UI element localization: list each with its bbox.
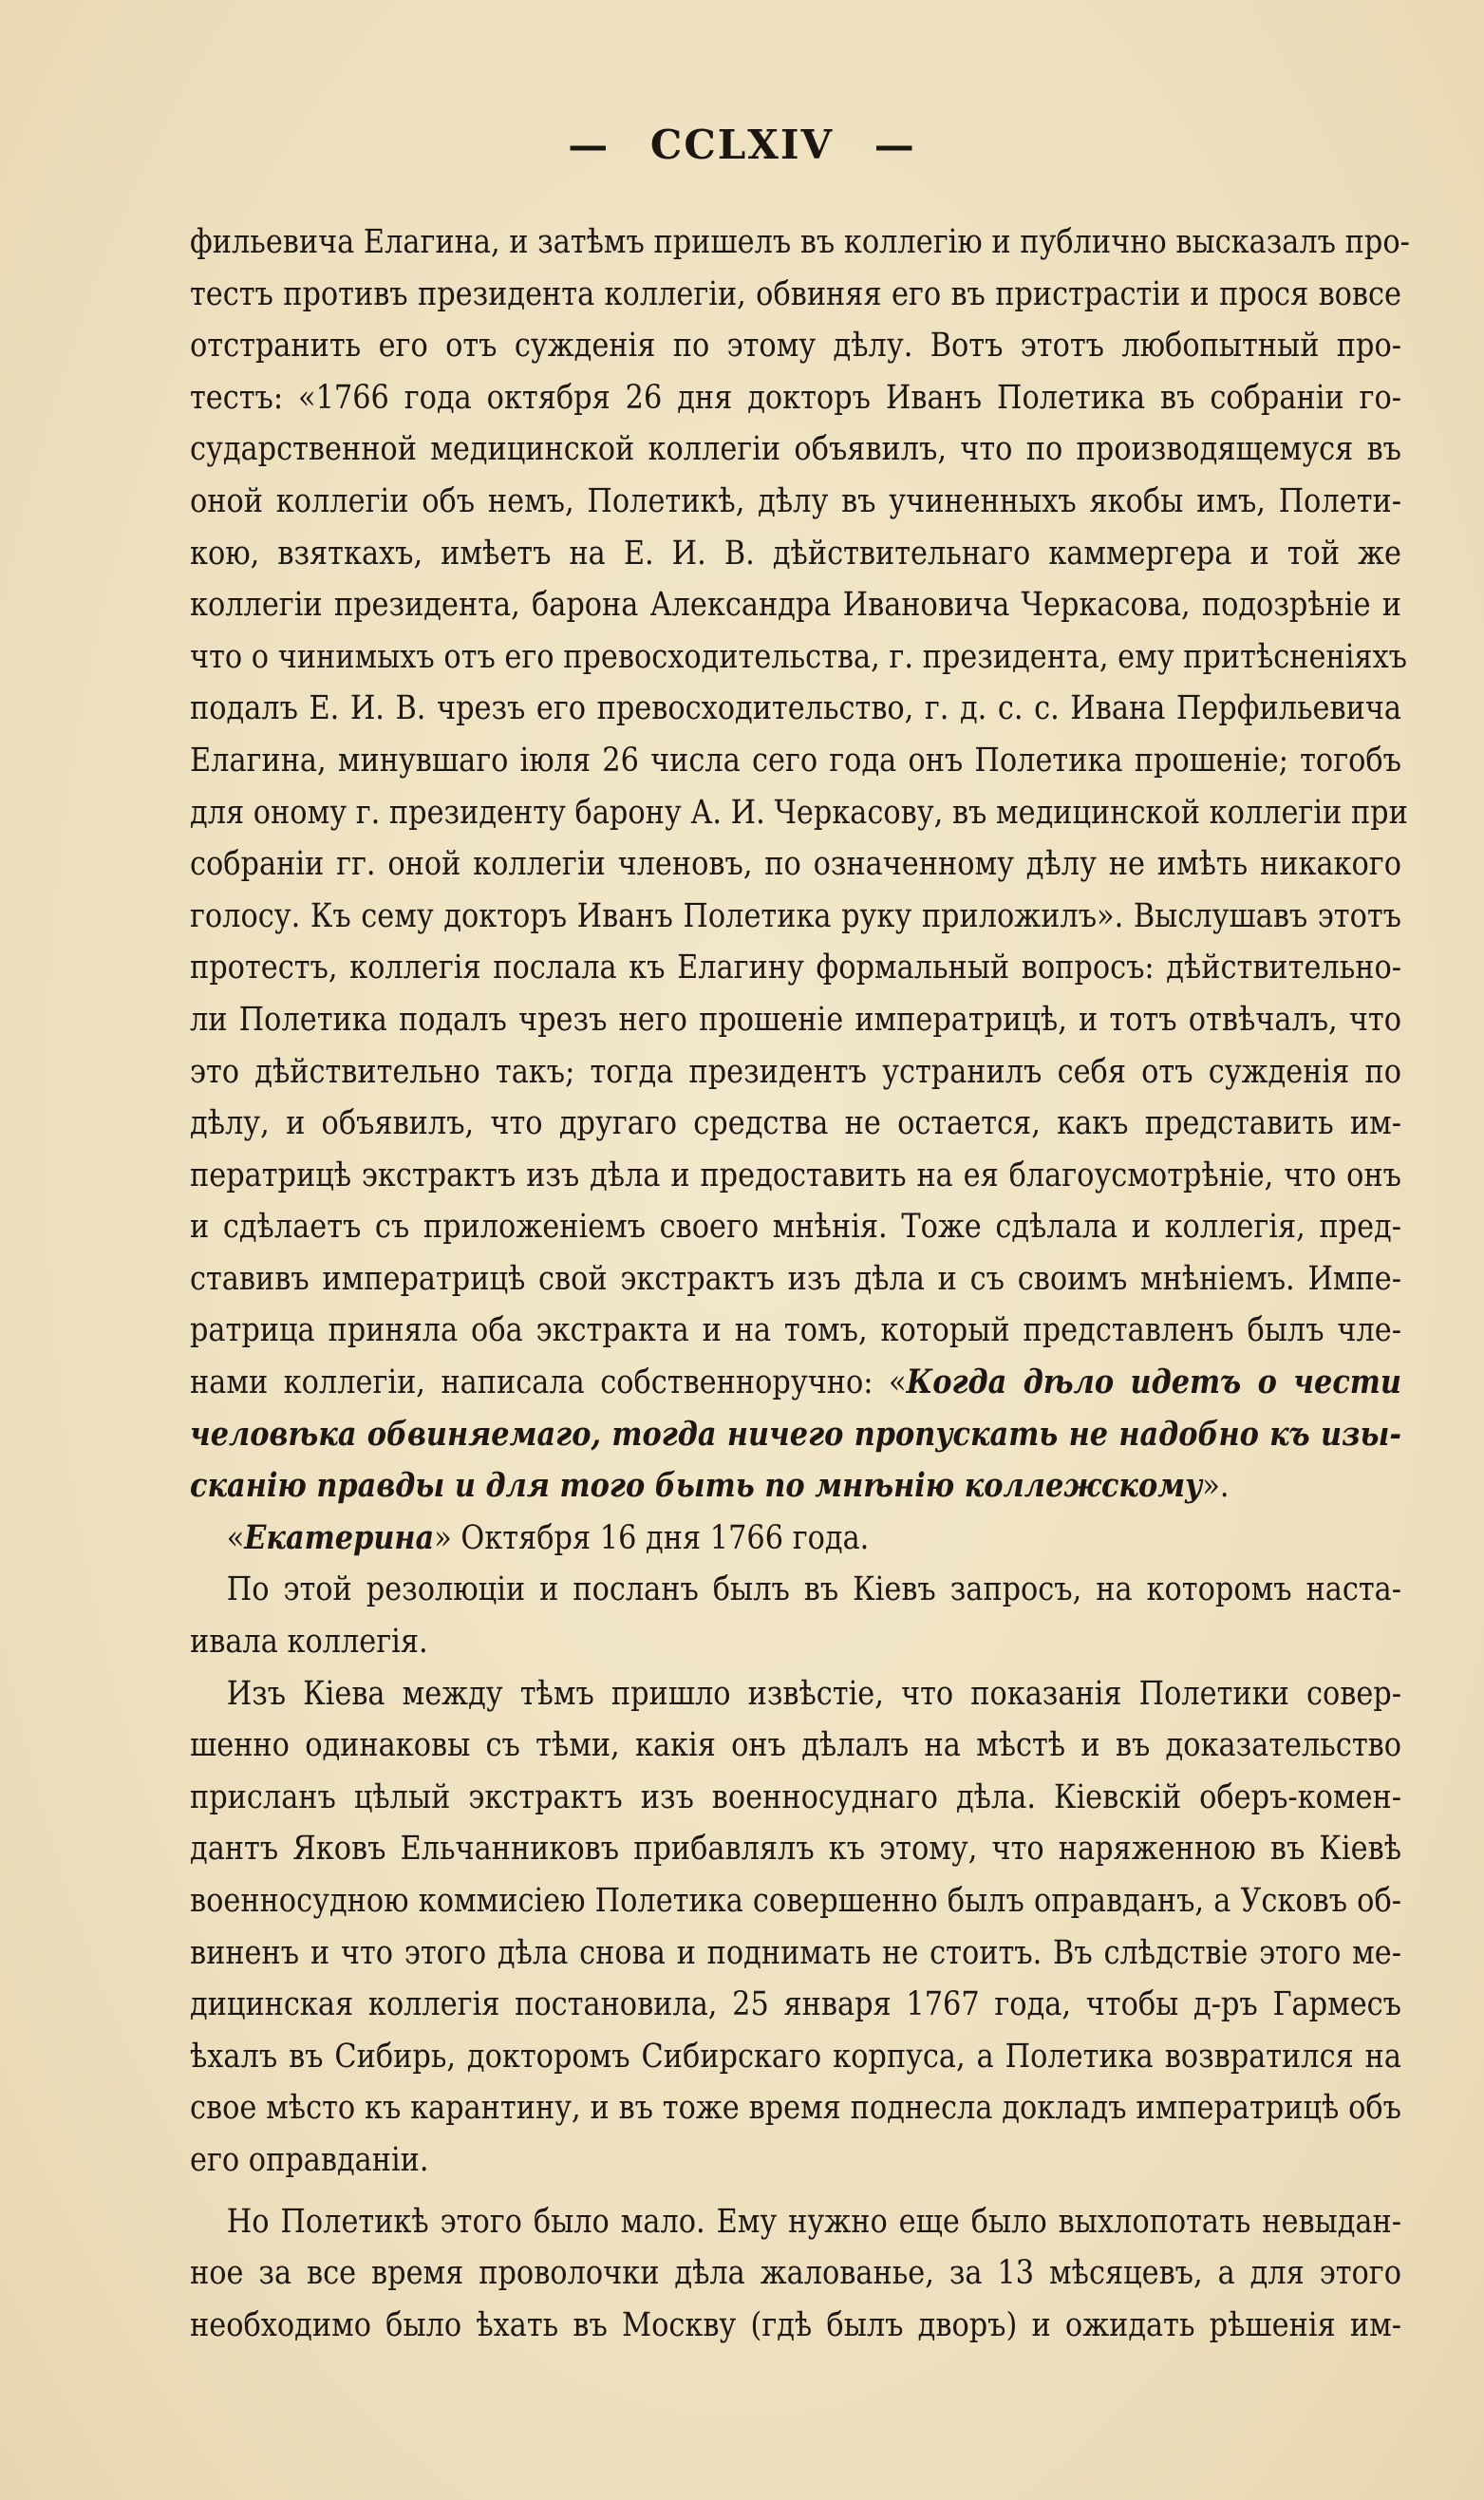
text-line: голосу. Къ сему докторъ Иванъ Полетика руку приложилъ». Выслушавъ этотъ [190, 896, 1401, 935]
text-line: присланъ цѣлый экстрактъ изъ военносуднаго дѣла. Кіевскій оберъ-комен- [190, 1777, 1401, 1816]
text-line: ѣхалъ въ Сибирь, докторомъ Сибирскаго корпуса, а Полетика возвратился на [190, 2037, 1401, 2076]
text-line: дантъ Яковъ Ельчанниковъ прибавлялъ къ этому, что наряженною въ Кіевѣ [190, 1830, 1401, 1869]
text-line: тестъ: «1766 года октября 26 дня докторъ Иванъ Полетика въ собраніи го- [190, 378, 1401, 417]
text-line: свое мѣсто къ карантину, и въ тоже время поднесла докладъ императрицѣ объ [190, 2089, 1401, 2128]
text-line: для оному г. президенту барону А. И. Черкасову, въ медицинской коллегіи при [190, 793, 1408, 832]
paragraph-gap [190, 2187, 1401, 2196]
text-line: шенно одинаковы съ тѣми, какія онъ дѣлалъ на мѣстѣ и въ доказательство [190, 1726, 1401, 1765]
text-line: что о чинимыхъ отъ его превосходительства, г. президента, ему притѣсненіяхъ [190, 637, 1408, 676]
text-line: сударственной медицинской коллегіи объявилъ, что по производящемуся въ [190, 430, 1401, 469]
text-line: протестъ, коллегія послала къ Елагину формальный вопросъ: дѣйствительно- [190, 949, 1401, 987]
quote-italic: Когда дѣло идетъ о чести [906, 1363, 1402, 1402]
text-line: ператрицѣ экстрактъ изъ дѣла и предоставить на ея благоусмотрѣніе, что онъ [190, 1156, 1401, 1194]
header-dash-left: — [568, 122, 611, 168]
text-line: ное за все время проволочки дѣла жалованье, за 13 мѣсяцевъ, а для этого [190, 2254, 1401, 2293]
quote-italic: человѣка обвиняемаго, тогда ничего пропускать не надобно къ изы- [190, 1415, 1401, 1454]
signature-name: Екатерина [244, 1518, 435, 1557]
quote-plain: нами коллегіи, написала собственноручно: « [190, 1363, 907, 1402]
quote-plain: » Октября 16 дня 1766 года. [434, 1518, 870, 1557]
body-text [190, 216, 1410, 2351]
text-line: виненъ и что этого дѣла снова и поднимать не стоитъ. Въ слѣдствіе этого ме- [190, 1933, 1401, 1972]
text-line: тестъ противъ президента коллегіи, обвиняя его въ пристрастіи и прося вовсе [190, 274, 1401, 313]
text-line: собраніи гг. оной коллегіи членовъ, по означенному дѣлу не имѣть никакого [190, 845, 1401, 884]
text-line: оной коллегіи объ немъ, Полетикѣ, дѣлу въ учиненныхъ якобы имъ, Полети- [190, 481, 1401, 520]
header-dash-right: — [873, 122, 916, 168]
quote-italic: сканію правды и для того быть по мнѣнію коллежскому [190, 1467, 1203, 1506]
text-line: военносудною коммисіею Полетика совершенно былъ оправданъ, а Усковъ об- [190, 1882, 1401, 1920]
body-text-inner [190, 216, 1410, 2351]
text-line: коллегіи президента, барона Александра Ивановича Черкасова, подозрѣніе и [190, 586, 1401, 625]
text-line: его оправданіи. [190, 2140, 429, 2179]
text-line-quote [190, 1409, 1401, 1461]
text-line: и сдѣлаетъ съ приложеніемъ своего мнѣнія. Тоже сдѣлала и коллегія, пред- [190, 1208, 1401, 1247]
text-line: кою, взяткахъ, имѣетъ на Е. И. В. дѣйствительнаго каммергера и той же [190, 534, 1401, 573]
text-line: По этой резолюціи и посланъ былъ въ Кіевъ запросъ, на которомъ наста- [226, 1570, 1402, 1609]
text-line: дѣлу, и объявилъ, что другаго средства не остается, какъ представить им- [190, 1104, 1401, 1143]
quote-plain: « [226, 1518, 245, 1557]
text-line: фильевича Елагина, и затѣмъ пришелъ въ коллегію и публично высказалъ про- [190, 223, 1410, 261]
text-line: ставивъ императрицѣ свой экстрактъ изъ дѣла и съ своимъ мнѣніемъ. Импе- [190, 1259, 1401, 1298]
signature-line [190, 1513, 1401, 1565]
text-line-quote [190, 1357, 1401, 1409]
quote-plain: ». [1202, 1467, 1230, 1506]
text-line: подалъ Е. И. В. чрезъ его превосходительство, г. д. с. с. Ивана Перфильевича [190, 689, 1401, 728]
page-header [0, 122, 1484, 168]
text-line: необходимо было ѣхать въ Москву (гдѣ былъ дворъ) и ожидать рѣшенія им- [190, 2305, 1401, 2344]
text-line: ратрица приняла оба экстракта и на томъ, который представленъ былъ чле- [190, 1311, 1401, 1350]
text-line: ивала коллегія. [190, 1623, 428, 1662]
text-line: отстранить его отъ сужденія по этому дѣлу. Вотъ этотъ любопытный про- [190, 327, 1401, 366]
text-line: ли Полетика подалъ чрезъ него прошеніе императрицѣ, и тотъ отвѣчалъ, что [190, 1000, 1401, 1039]
text-line: Елагина, минувшаго іюля 26 числа сего года онъ Полетика прошеніе; тогобъ [190, 741, 1401, 780]
text-line: Изъ Кіева между тѣмъ пришло извѣстіе, что показанія Полетики совер- [226, 1674, 1402, 1713]
page-number: CCLXIV [649, 122, 835, 168]
text-line: это дѣйствительно такъ; тогда президентъ устранилъ себя отъ сужденія по [190, 1052, 1401, 1091]
text-line-quote [190, 1460, 1401, 1513]
text-line: дицинская коллегія постановила, 25 января 1767 года, чтобы д-ръ Гармесъ [190, 1985, 1401, 2024]
text-line: Но Полетикѣ этого было мало. Ему нужно еще было выхлопотать невыдан- [226, 2202, 1402, 2241]
